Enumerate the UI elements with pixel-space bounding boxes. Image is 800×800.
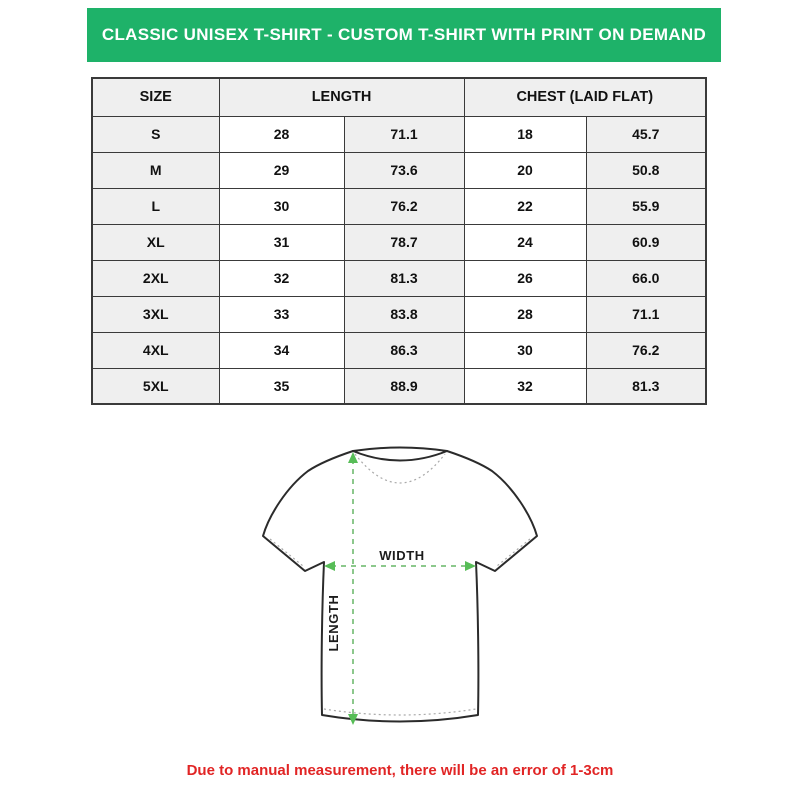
cell-length-cm: 73.6 [344, 152, 464, 188]
cell-length-cm: 88.9 [344, 368, 464, 404]
cell-length-in: 28 [219, 116, 344, 152]
cell-length-in: 34 [219, 332, 344, 368]
cell-length-in: 35 [219, 368, 344, 404]
cell-length-in: 29 [219, 152, 344, 188]
cell-chest-in: 32 [464, 368, 586, 404]
table-row [92, 296, 706, 332]
cell-length-in: 32 [219, 260, 344, 296]
tshirt-diagram [250, 436, 550, 750]
table-row [92, 188, 706, 224]
cell-length-cm: 81.3 [344, 260, 464, 296]
cell-chest-cm: 81.3 [586, 368, 706, 404]
cell-size: XL [92, 224, 219, 260]
cell-size: 3XL [92, 296, 219, 332]
table-row [92, 260, 706, 296]
size-table-body [92, 116, 706, 404]
cell-chest-in: 22 [464, 188, 586, 224]
cell-length-in: 33 [219, 296, 344, 332]
cell-chest-in: 30 [464, 332, 586, 368]
cell-length-cm: 71.1 [344, 116, 464, 152]
cell-length-cm: 83.8 [344, 296, 464, 332]
cell-chest-in: 28 [464, 296, 586, 332]
cell-size: 4XL [92, 332, 219, 368]
table-row [92, 116, 706, 152]
cell-chest-cm: 66.0 [586, 260, 706, 296]
cell-length-in: 30 [219, 188, 344, 224]
cell-length-in: 31 [219, 224, 344, 260]
cell-length-cm: 78.7 [344, 224, 464, 260]
header-chest: CHEST (LAID FLAT) [464, 78, 706, 116]
cell-size: S [92, 116, 219, 152]
header-size: SIZE [92, 78, 219, 116]
size-table [91, 77, 707, 405]
cell-chest-cm: 71.1 [586, 296, 706, 332]
table-row [92, 224, 706, 260]
cell-chest-cm: 55.9 [586, 188, 706, 224]
length-label: LENGTH [326, 594, 341, 652]
size-table-container [91, 77, 707, 405]
cell-chest-in: 18 [464, 116, 586, 152]
tshirt-outline [263, 448, 537, 722]
table-header-row [92, 78, 706, 116]
cell-length-cm: 86.3 [344, 332, 464, 368]
cell-chest-in: 20 [464, 152, 586, 188]
cell-chest-in: 24 [464, 224, 586, 260]
cell-size: 5XL [92, 368, 219, 404]
cell-chest-cm: 50.8 [586, 152, 706, 188]
cell-length-cm: 76.2 [344, 188, 464, 224]
cell-chest-cm: 76.2 [586, 332, 706, 368]
table-row [92, 152, 706, 188]
title-banner [87, 8, 721, 62]
cell-chest-cm: 60.9 [586, 224, 706, 260]
header-length: LENGTH [219, 78, 464, 116]
cell-chest-in: 26 [464, 260, 586, 296]
table-row [92, 368, 706, 404]
cell-size: M [92, 152, 219, 188]
cell-chest-cm: 45.7 [586, 116, 706, 152]
width-label: WIDTH [379, 548, 425, 563]
cell-size: L [92, 188, 219, 224]
page-title: CLASSIC UNISEX T-SHIRT - CUSTOM T-SHIRT WITH PRINT ON DEMAND [101, 25, 707, 44]
cell-size: 2XL [92, 260, 219, 296]
table-row [92, 332, 706, 368]
measurement-error-note: Due to manual measurement, there will be an error of 1-3cm [186, 762, 614, 779]
tshirt-svg [250, 436, 550, 750]
